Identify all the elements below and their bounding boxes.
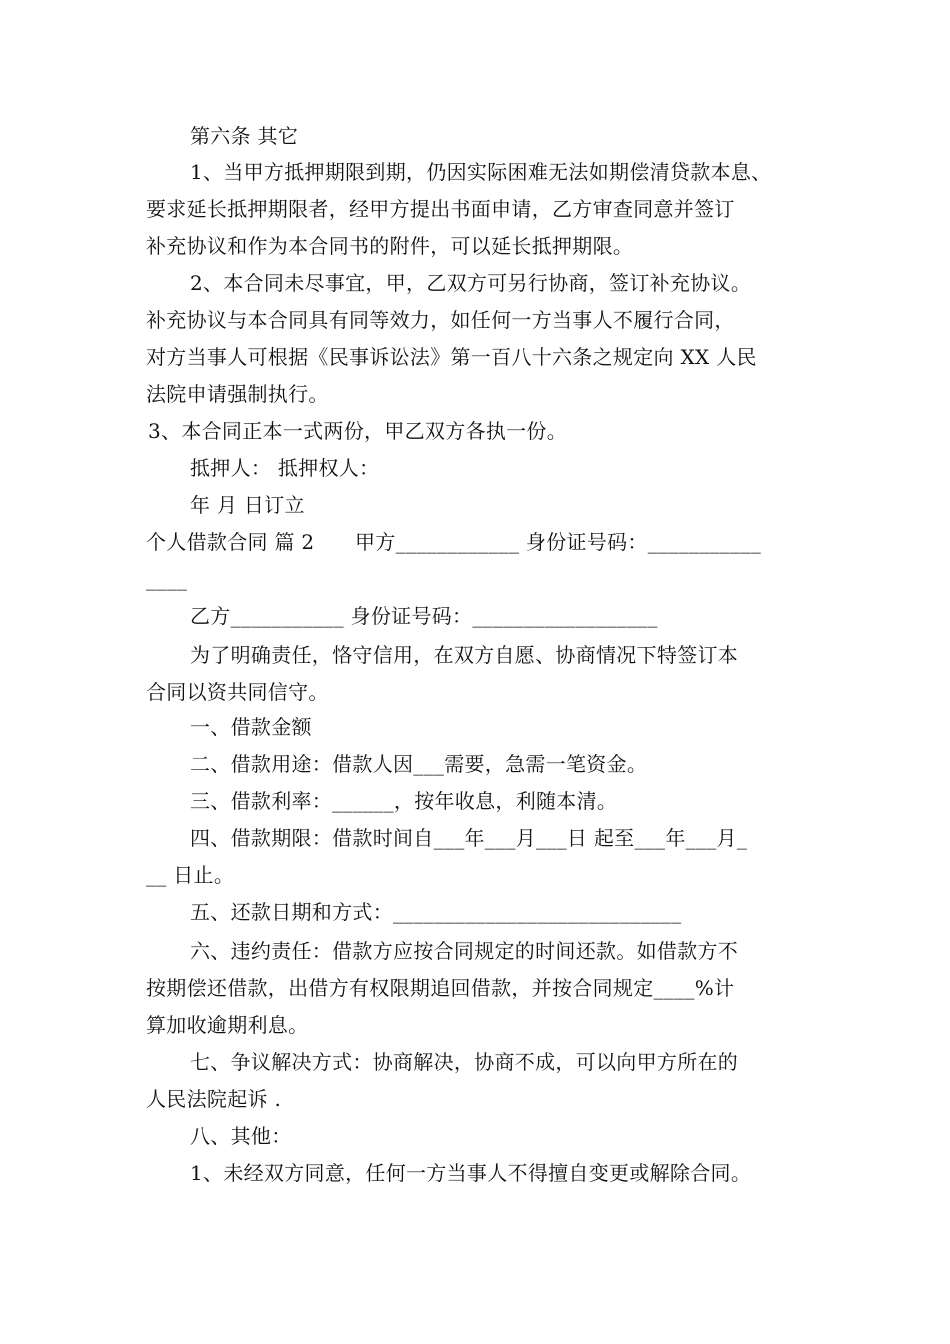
paragraph-line: 补充协议和作为本合同书的附件，可以延长抵押期限。 bbox=[146, 234, 634, 258]
clause-heading: 一、借款金额 bbox=[190, 715, 312, 739]
clause-line: 二、借款用途：借款人因___需要，急需一笔资金。 bbox=[190, 752, 648, 776]
paragraph-line: 对方当事人可根据《民事诉讼法》第一百八十六条之规定向 XX 人民 bbox=[146, 345, 757, 369]
paragraph-line: 合同以资共同信守。 bbox=[146, 680, 329, 704]
paragraph-line: 补充协议与本合同具有同等效力，如任何一方当事人不履行合同， bbox=[146, 308, 735, 332]
paragraph-line: 1、当甲方抵押期限到期，仍因实际困难无法如期偿清贷款本息、 bbox=[190, 160, 772, 184]
clause-line: 1、未经双方同意，任何一方当事人不得擅自变更或解除合同。 bbox=[190, 1161, 752, 1185]
clause-line: 五、还款日期和方式：____________________________ bbox=[190, 900, 682, 924]
clause-heading: 八、其他： bbox=[190, 1124, 292, 1148]
clause-line: 六、违约责任：借款方应按合同规定的时间还款。如借款方不 bbox=[190, 939, 739, 963]
date-line: 年 月 日订立 bbox=[190, 493, 305, 517]
clause-line: 按期偿还借款，出借方有权限期追回借款，并按合同规定____%计 bbox=[146, 976, 735, 1000]
clause-line: 四、借款期限：借款时间自___年___月___日 起至___年___月_ bbox=[190, 826, 748, 850]
clause-line: 算加收逾期利息。 bbox=[146, 1013, 309, 1037]
clause-line: 七、争议解决方式：协商解决，协商不成，可以向甲方所在的 bbox=[190, 1050, 739, 1074]
paragraph-line: 为了明确责任，恪守信用，在双方自愿、协商情况下特签订本 bbox=[190, 643, 739, 667]
contract-title-line: 个人借款合同 篇 2 甲方____________ 身份证号码：___________ bbox=[146, 530, 761, 554]
paragraph-line: 2、本合同未尽事宜，甲，乙双方可另行协商，签订补充协议。 bbox=[190, 271, 752, 295]
clause-line: 人民法院起诉 . bbox=[146, 1087, 282, 1111]
section-heading-article-6: 第六条 其它 bbox=[190, 124, 299, 148]
paragraph-line: 3、本合同正本一式两份，甲乙双方各执一份。 bbox=[148, 419, 568, 443]
paragraph-line: ____ bbox=[146, 567, 188, 591]
clause-line: 三、借款利率：______，按年收息，利随本清。 bbox=[190, 789, 618, 813]
clause-line: __ 日止。 bbox=[146, 863, 235, 887]
paragraph-line: 法院申请强制执行。 bbox=[146, 382, 329, 406]
party-b-line: 乙方___________ 身份证号码：__________________ bbox=[190, 604, 658, 628]
signature-line: 抵押人： 抵押权人： bbox=[190, 456, 380, 480]
paragraph-line: 要求延长抵押期限者，经甲方提出书面申请，乙方审查同意并签订 bbox=[146, 197, 735, 221]
